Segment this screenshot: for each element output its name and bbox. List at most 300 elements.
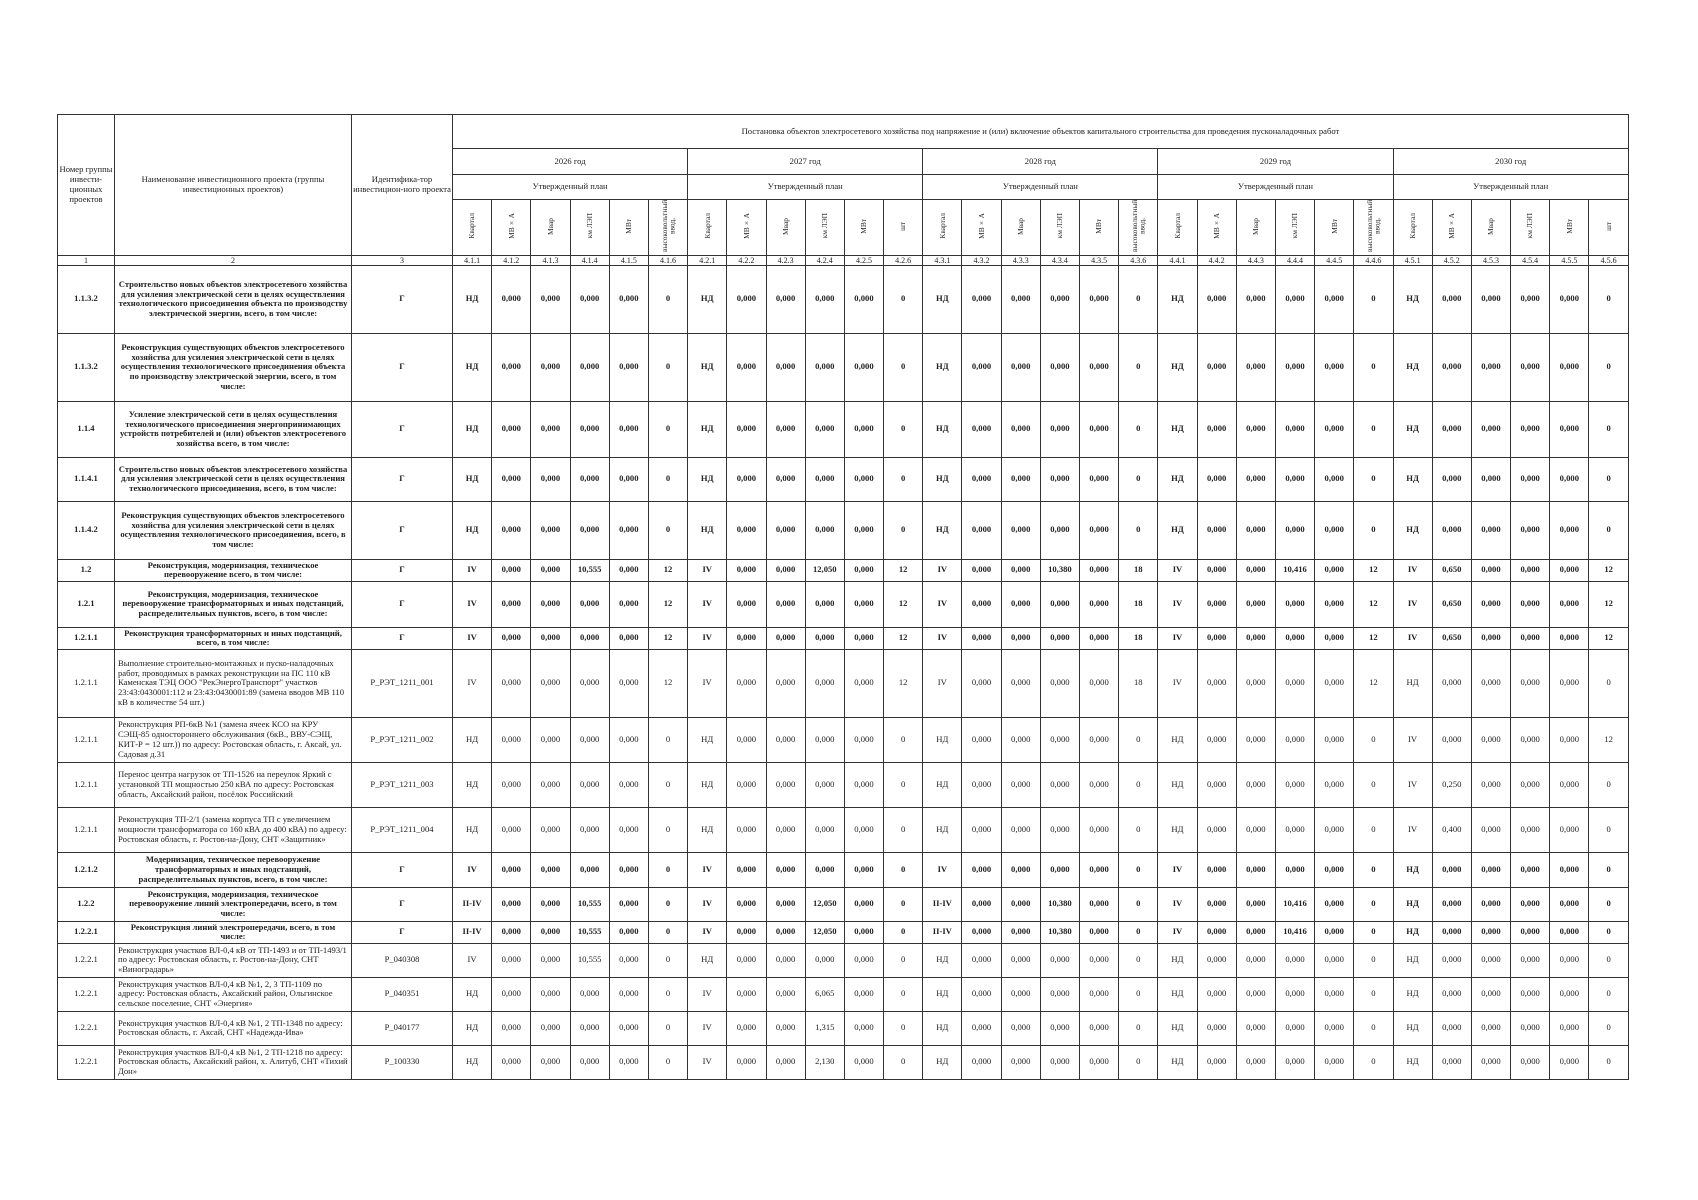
row-value: 0,000 [1315,265,1354,333]
header-subcolumn [648,200,687,256]
column-number: 4.4.3 [1236,255,1275,265]
row-value: IV [453,943,492,977]
table-row [58,1011,1629,1045]
row-value: 0,000 [570,649,609,717]
row-value: 0,000 [1080,977,1119,1011]
column-number: 4.5.3 [1471,255,1510,265]
row-value: 0,000 [1471,977,1510,1011]
header-subcolumn-label: Квартал [702,213,712,239]
column-number: 4.3.6 [1119,255,1158,265]
row-value: 0,000 [570,627,609,649]
row-value: 0,000 [1197,852,1236,887]
row-value: 0,000 [1040,265,1079,333]
row-value: 0,000 [570,852,609,887]
row-value: 0,000 [1471,762,1510,807]
header-subcolumn [1550,200,1589,256]
header-subcolumn-label: Мвар [545,217,555,235]
row-value: НД [923,457,962,501]
row-value: 0,250 [1432,762,1471,807]
row-value: 0,000 [570,501,609,559]
row-group-number: 1.1.3.2 [58,333,115,401]
row-value: 0,000 [1550,333,1589,401]
row-value: 0,000 [1001,852,1040,887]
row-value: НД [688,401,727,457]
row-value: 12 [1589,627,1628,649]
row-identifier: Г [352,921,453,943]
header-subcolumn [609,200,648,256]
header-subcolumn-label: высоковольтный ввод, [1365,199,1382,252]
row-value: 0 [648,943,687,977]
column-number: 4.3.1 [923,255,962,265]
row-value: 0 [648,1045,687,1079]
row-value: НД [1158,977,1197,1011]
row-value: 0,000 [1550,977,1589,1011]
row-value: 0,000 [1080,627,1119,649]
row-value: 0,000 [844,1011,883,1045]
row-value: 0,000 [609,943,648,977]
row-value: 10,416 [1275,921,1314,943]
row-value: 0 [1354,762,1393,807]
row-project-name: Реконструкция существующих объектов электросетевого хозяйства для усиления электрической сети в целях осуществления технологического присоединения объекта по производству электрической энергии, всего, в том числе: [115,333,352,401]
row-value: 0,000 [531,921,570,943]
row-value: 0,000 [1001,457,1040,501]
row-value: 0,000 [1040,852,1079,887]
row-value: 0,000 [531,762,570,807]
row-value: IV [1158,649,1197,717]
row-value: 0,000 [1001,265,1040,333]
row-value: 0,000 [844,943,883,977]
row-value: IV [453,649,492,717]
row-value: 0,000 [844,581,883,627]
row-value: 0,000 [727,762,766,807]
row-value: 0,000 [1236,401,1275,457]
row-value: НД [1393,887,1432,921]
row-value: 0,000 [1001,581,1040,627]
header-subcolumn [1197,200,1236,256]
row-value: НД [1158,943,1197,977]
header-subcolumn [492,200,531,256]
row-project-name: Реконструкция, модернизация, техническое перевооружение линий электропередачи, всего, в том числе: [115,887,352,921]
row-value: 2,130 [805,1045,844,1079]
row-value: 0 [884,943,923,977]
row-value: 0,000 [1080,762,1119,807]
row-value: 0 [1119,333,1158,401]
row-value: НД [1158,401,1197,457]
row-value: 0,000 [1550,807,1589,852]
row-value: 0,000 [1040,977,1079,1011]
header-subcolumn [453,200,492,256]
row-value: 0,000 [1315,649,1354,717]
row-value: II-IV [453,887,492,921]
row-value: 0,000 [1315,921,1354,943]
column-number: 4.1.5 [609,255,648,265]
header-subcolumn [1315,200,1354,256]
row-value: 0,000 [1040,457,1079,501]
row-project-name: Реконструкция участков ВЛ-0,4 кВ от ТП-1493 и от ТП-1493/1 по адресу: Ростовская область, г. Ростов-на-Дону, СНТ «Виноградарь» [115,943,352,977]
row-value: 0 [1119,265,1158,333]
row-value: 12 [1354,649,1393,717]
row-value: 0 [1589,762,1628,807]
row-value: 0 [1354,921,1393,943]
row-value: 0,000 [805,457,844,501]
row-value: 0,000 [805,762,844,807]
header-subcolumn-label: шт [1603,221,1613,231]
row-value: 0 [1589,1011,1628,1045]
header-subcolumn-label: МВт [859,218,869,234]
row-value: 0,000 [962,649,1001,717]
row-value: НД [453,807,492,852]
table-row [58,333,1629,401]
header-subcolumn [1393,200,1432,256]
row-value: 0,000 [1432,649,1471,717]
row-value: НД [1393,921,1432,943]
row-value: IV [923,649,962,717]
row-value: 0,000 [1471,333,1510,401]
row-value: 0,000 [1550,887,1589,921]
header-subcolumn-label: высоковольтный ввод, [1129,199,1147,252]
header-subcolumn [1236,200,1275,256]
row-value: 0,000 [1275,762,1314,807]
row-value: 0,000 [1040,627,1079,649]
row-value: НД [923,333,962,401]
row-value: 10,416 [1275,887,1314,921]
row-value: 0,000 [962,807,1001,852]
row-value: 0,000 [727,1045,766,1079]
row-value: 0,000 [609,921,648,943]
header-plan: Утвержденный план [688,175,923,200]
row-value: 0,000 [1197,943,1236,977]
row-value: НД [688,265,727,333]
row-value: 0,000 [1550,649,1589,717]
row-value: 0,000 [531,852,570,887]
row-value: 0 [1589,501,1628,559]
table-row [58,581,1629,627]
row-value: НД [923,943,962,977]
row-value: 18 [1119,649,1158,717]
row-value: 0,000 [727,977,766,1011]
row-value: 0,000 [531,943,570,977]
row-value: 0,000 [1080,852,1119,887]
row-value: 0,000 [962,627,1001,649]
row-value: 0,000 [766,333,805,401]
row-value: 0,000 [531,265,570,333]
row-value: 0,000 [727,921,766,943]
row-value: 0,000 [1275,649,1314,717]
row-value: 0,000 [1315,333,1354,401]
table-row [58,887,1629,921]
header-subcolumn-label: МВ×А [1447,213,1457,239]
row-value: 0,000 [1511,1011,1550,1045]
row-value: 0,000 [492,1011,531,1045]
row-value: 0,000 [531,887,570,921]
row-identifier: Г [352,887,453,921]
row-value: 0,400 [1432,807,1471,852]
header-subcolumn [727,200,766,256]
table-row [58,401,1629,457]
row-value: 0,000 [1080,265,1119,333]
row-value: 0,000 [492,627,531,649]
header-subcolumn-label: км ЛЭП [1290,213,1300,239]
header-subcolumn [1354,200,1393,256]
row-value: 0,000 [1040,649,1079,717]
row-group-number: 1.2.1.2 [58,852,115,887]
header-subcolumn-label: км ЛЭП [820,213,830,239]
row-value: 0,000 [844,717,883,762]
row-value: 0,000 [1040,401,1079,457]
row-value: 0,000 [1080,807,1119,852]
table-row [58,717,1629,762]
row-value: 0,000 [570,457,609,501]
row-project-name: Перенос центра нагрузок от ТП-1526 на переулок Яркий с установкой ТП мощностью 250 кВА по адресу: Ростовская область, Аксайский район, посёлок Российский [115,762,352,807]
table-row [58,1045,1629,1079]
row-value: 0,000 [1550,943,1589,977]
column-number: 4.2.3 [766,255,805,265]
row-value: 0,000 [1471,717,1510,762]
row-value: 0,000 [962,852,1001,887]
row-value: 0,000 [492,807,531,852]
row-identifier: Р_РЭТ_1211_003 [352,762,453,807]
table-row [58,559,1629,581]
row-value: 0,000 [1315,501,1354,559]
row-value: 0,000 [1275,333,1314,401]
row-value: 0,000 [1001,943,1040,977]
row-value: 0,000 [1432,1011,1471,1045]
row-value: НД [688,943,727,977]
row-group-number: 1.2.1.1 [58,762,115,807]
row-value: 0,000 [1471,401,1510,457]
column-number: 4.4.6 [1354,255,1393,265]
row-value: 0,000 [1432,887,1471,921]
row-value: IV [1158,852,1197,887]
row-value: НД [688,333,727,401]
row-value: 0,000 [766,457,805,501]
row-value: 0,000 [531,559,570,581]
row-value: НД [688,807,727,852]
column-number: 4.3.5 [1080,255,1119,265]
row-value: 0,000 [727,717,766,762]
row-group-number: 1.2.2 [58,887,115,921]
row-identifier: Г [352,852,453,887]
row-value: 0,000 [1471,559,1510,581]
row-value: 0,000 [492,457,531,501]
row-value: 0,000 [844,265,883,333]
row-value: 0 [648,1011,687,1045]
row-value: 0,000 [962,457,1001,501]
row-value: НД [923,762,962,807]
row-value: 0 [884,401,923,457]
row-value: 0,000 [805,265,844,333]
row-value: 0,000 [727,807,766,852]
row-value: 0,000 [1040,1011,1079,1045]
row-value: НД [1393,977,1432,1011]
row-value: 0,000 [1236,265,1275,333]
header-year: 2027 год [688,149,923,175]
row-value: 0,000 [962,333,1001,401]
row-value: 0,000 [844,401,883,457]
row-value: 0,000 [1471,887,1510,921]
row-value: IV [1393,762,1432,807]
row-value: 0,000 [1471,501,1510,559]
row-value: 12 [1589,717,1628,762]
row-value: 0,000 [1236,501,1275,559]
row-value: 0 [1354,977,1393,1011]
row-value: 0,000 [531,457,570,501]
row-value: 0 [648,401,687,457]
row-value: 0,000 [962,501,1001,559]
row-project-name: Реконструкция, модернизация, техническое перевооружение трансформаторных и иных подстанций, распределительных пунктов, всего, в том числе: [115,581,352,627]
column-number: 1 [58,255,115,265]
row-value: 0,000 [1236,1011,1275,1045]
row-value: 0,000 [1315,977,1354,1011]
row-value: 0,000 [1197,1045,1236,1079]
row-value: 0,000 [1080,887,1119,921]
row-value: 0,000 [844,627,883,649]
row-value: 0 [1354,265,1393,333]
row-value: 0,000 [1040,333,1079,401]
column-number: 4.4.4 [1275,255,1314,265]
row-value: 0,000 [609,559,648,581]
row-value: IV [688,1011,727,1045]
row-value: 0,000 [1001,807,1040,852]
row-identifier: Г [352,627,453,649]
row-value: 0,000 [766,501,805,559]
row-value: 0 [884,333,923,401]
row-value: 0,000 [766,852,805,887]
row-value: 0 [1119,457,1158,501]
row-value: 0,000 [1001,921,1040,943]
row-value: 0 [648,807,687,852]
header-subcolumn [805,200,844,256]
row-value: 0,000 [805,807,844,852]
row-value: 0,000 [492,1045,531,1079]
row-value: 0,000 [609,649,648,717]
row-value: 0,000 [492,501,531,559]
row-value: IV [1158,921,1197,943]
row-project-name: Модернизация, техническое перевооружение трансформаторных и иных подстанций, распределительных пунктов, всего, в том числе: [115,852,352,887]
row-value: НД [1158,333,1197,401]
row-value: 0,000 [1511,559,1550,581]
row-value: 0 [1354,501,1393,559]
row-value: 0,000 [1511,943,1550,977]
row-value: 0,000 [570,762,609,807]
row-value: 0 [1119,1045,1158,1079]
header-subcolumn-label: Квартал [1172,213,1182,239]
row-value: 0,000 [844,501,883,559]
row-value: 0,000 [805,649,844,717]
row-value: НД [1393,333,1432,401]
row-value: 0,000 [570,333,609,401]
row-value: 0,000 [1550,581,1589,627]
row-value: 0,000 [727,627,766,649]
row-identifier: Г [352,401,453,457]
row-value: IV [688,921,727,943]
header-subcolumn-label: МВ×А [506,213,516,239]
row-value: 18 [1119,627,1158,649]
row-value: НД [1158,1045,1197,1079]
header-subcolumn [923,200,962,256]
row-value: 0,000 [1511,581,1550,627]
row-value: 0,000 [766,627,805,649]
row-value: 0 [884,265,923,333]
column-number: 4.2.1 [688,255,727,265]
row-value: 0 [1354,943,1393,977]
row-group-number: 1.2 [58,559,115,581]
row-group-number: 1.2.2.1 [58,977,115,1011]
row-value: 0,000 [609,627,648,649]
row-value: 0 [1589,852,1628,887]
row-value: 12 [1354,559,1393,581]
row-value: 0,000 [1511,852,1550,887]
row-value: 12 [884,581,923,627]
row-value: 0,000 [1236,977,1275,1011]
header-subcolumn [1040,200,1079,256]
row-value: 0,000 [609,1011,648,1045]
header-main-title: Постановка объектов электросетевого хозяйства под напряжение и (или) включение объектов капитального строительства для проведения пусконаладочных работ [453,115,1629,149]
row-value: 0,000 [1432,943,1471,977]
row-value: 0,000 [1471,649,1510,717]
row-value: 0,000 [1432,977,1471,1011]
row-value: 0,000 [1236,457,1275,501]
row-value: 10,555 [570,559,609,581]
column-number: 4.2.4 [805,255,844,265]
row-value: 0,000 [1236,852,1275,887]
row-value: 0,000 [1315,401,1354,457]
row-value: 0 [648,333,687,401]
row-value: 0,000 [1001,717,1040,762]
row-value: 0,000 [727,457,766,501]
row-value: НД [1158,1011,1197,1045]
row-value: 12 [1589,559,1628,581]
row-value: НД [1393,943,1432,977]
row-value: 0,000 [1197,717,1236,762]
header-subcolumn-label: Квартал [467,213,477,239]
row-value: 0,000 [1197,977,1236,1011]
column-number: 2 [115,255,352,265]
row-value: 0,000 [727,333,766,401]
row-value: 0,000 [1432,457,1471,501]
header-subcolumn-label: Мвар [780,217,790,235]
row-value: 0,000 [766,265,805,333]
row-value: 0,000 [805,333,844,401]
row-value: IV [923,627,962,649]
row-value: 0,000 [1550,627,1589,649]
row-value: 0 [1354,717,1393,762]
header-subcolumn [1275,200,1314,256]
row-value: 0 [1589,1045,1628,1079]
row-value: 12 [1354,627,1393,649]
row-value: НД [688,717,727,762]
row-value: 0,000 [492,649,531,717]
row-value: 0,000 [1236,649,1275,717]
header-subcolumn-label: Квартал [1407,213,1417,239]
header-subcolumn [1511,200,1550,256]
row-value: 0,000 [492,921,531,943]
row-value: 0 [648,977,687,1011]
row-value: 0 [884,1011,923,1045]
header-group-number: Номер группы инвести-ционных проектов [58,115,115,256]
row-value: 0,000 [570,1045,609,1079]
row-value: 0,000 [844,559,883,581]
row-identifier: Р_040351 [352,977,453,1011]
header-subcolumn-label: Мвар [1251,217,1261,235]
row-value: 12,050 [805,921,844,943]
header-subcolumn-label: МВт [1329,218,1339,234]
table-row [58,457,1629,501]
row-project-name: Строительство новых объектов электросетевого хозяйства для усиления электрической сети в целях осуществления технологического присоединения, всего, в том числе: [115,457,352,501]
row-value: 0,000 [1197,1011,1236,1045]
row-value: 0 [884,921,923,943]
row-value: 0,000 [531,333,570,401]
